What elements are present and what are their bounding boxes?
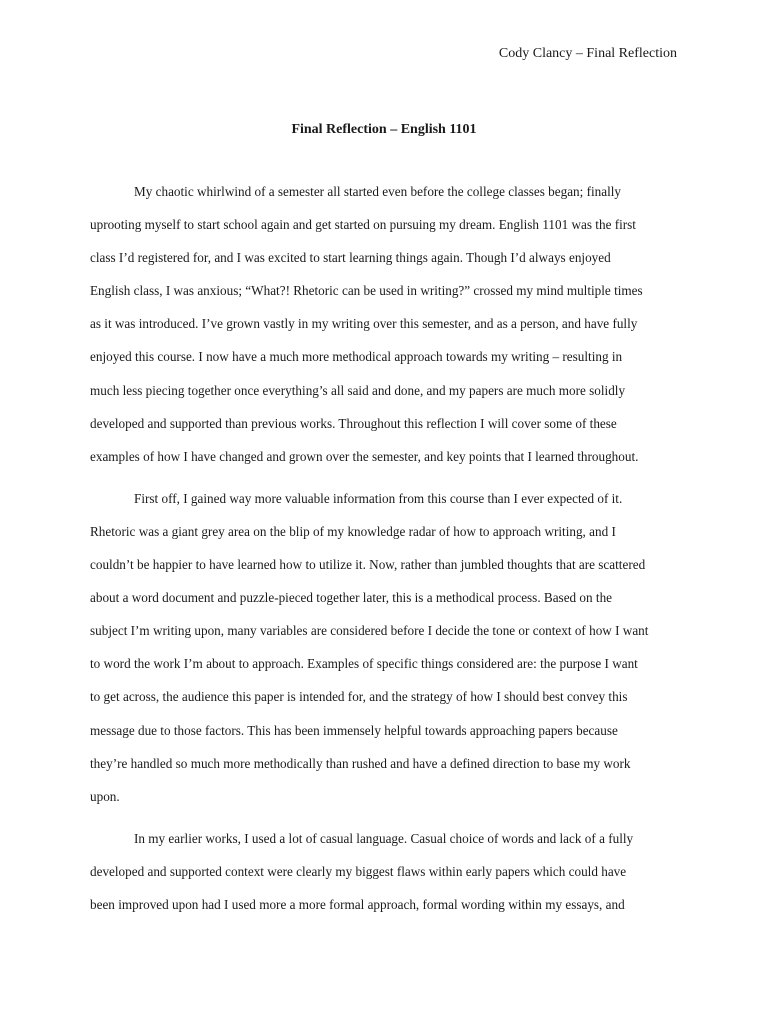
text-line: developed and supported context were clearly my biggest flaws within early papers which could have — [90, 863, 627, 879]
text-line: upon. — [90, 788, 120, 804]
text-line: developed and supported than previous works. Throughout this reflection I will cover some of these — [90, 415, 617, 431]
text-line: been improved upon had I used more a more formal approach, formal wording within my essays, and — [90, 896, 625, 912]
text-line: First off, I gained way more valuable information from this course than I ever expected of it. — [134, 490, 623, 506]
text-line: as it was introduced. I’ve grown vastly in my writing over this semester, and as a person, and have fully — [90, 316, 638, 332]
text-line: Rhetoric was a giant grey area on the blip of my knowledge radar of how to approach writing, and I — [90, 523, 616, 539]
running-head: Cody Clancy – Final Reflection — [498, 46, 677, 61]
text-line: enjoyed this course. I now have a much more methodical approach towards my writing – resulting in — [90, 349, 623, 365]
text-line: examples of how I have changed and grown over the semester, and key points that I learned throughout. — [90, 448, 639, 464]
paragraph-3 — [90, 822, 676, 921]
text-line: much less piecing together once everything’s all said and done, and my papers are much more solidly — [90, 382, 626, 398]
text-line: uprooting myself to start school again and get started on pursuing my dream. English 1101 was the first — [90, 217, 636, 233]
page-title: Final Reflection – English 1101 — [291, 122, 477, 137]
text-line: to word the work I’m about to approach. Examples of specific things considered are: the purpose I want — [90, 656, 638, 672]
text-line: class I’d registered for, and I was excited to start learning things again. Though I’d always enjoyed — [90, 250, 611, 266]
text-line: subject I’m writing upon, many variables are considered before I decide the tone or context of how I want — [90, 623, 649, 639]
text-line: couldn’t be happier to have learned how to utilize it. Now, rather than jumbled thoughts that are scattered — [90, 557, 646, 573]
text-line: about a word document and puzzle-pieced together later, this is a methodical process. Based on the — [90, 590, 613, 606]
paragraph-2 — [90, 482, 676, 813]
paragraph-1 — [90, 175, 676, 473]
document-body — [90, 175, 676, 930]
text-line: to get across, the audience this paper is intended for, and the strategy of how I should best convey this — [90, 689, 628, 705]
text-line: In my earlier works, I used a lot of casual language. Casual choice of words and lack of a fully — [134, 830, 634, 846]
text-line: message due to those factors. This has been immensely helpful towards approaching papers because — [90, 722, 618, 738]
text-line: they’re handled so much more methodically than rushed and have a defined direction to base my work — [90, 755, 631, 771]
text-line: My chaotic whirlwind of a semester all started even before the college classes began; finally — [134, 184, 622, 199]
text-line: English class, I was anxious; “What?! Rhetoric can be used in writing?” crossed my mind multiple times — [90, 283, 643, 299]
